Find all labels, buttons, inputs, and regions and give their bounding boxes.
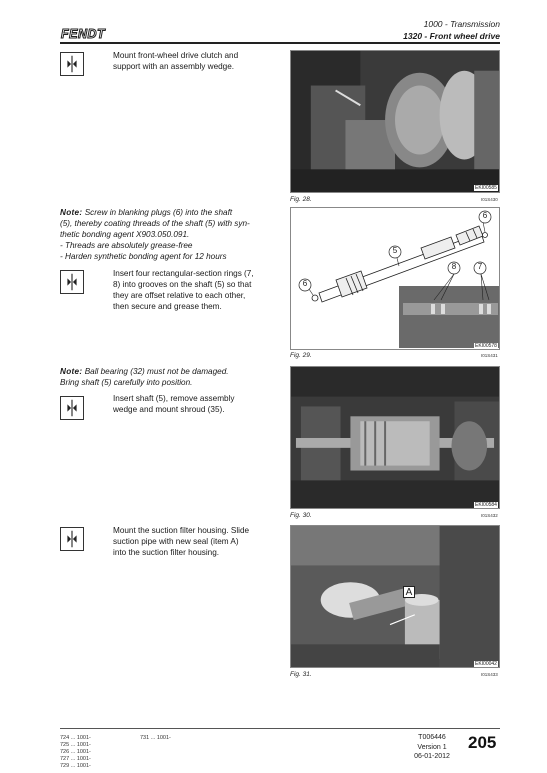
fig-29-ref: I01S431 [481, 353, 498, 358]
model-list-2: 731 ... 1001- [140, 735, 171, 741]
callout-a: A [403, 586, 415, 598]
callout-5: 5 [392, 246, 398, 255]
doc-info [402, 733, 462, 762]
fig-29-caption: Fig. 29. [290, 352, 312, 359]
callout-7: 7 [477, 262, 483, 271]
doc-version: Version 1 [417, 743, 447, 751]
fig-30-code: EKI00584 [475, 502, 497, 508]
step-1-text: Mount front-wheel drive clutch and support with an assembly wedge. [113, 51, 239, 71]
header-divider [60, 42, 500, 44]
fig-30-ref: I01S432 [481, 513, 498, 518]
page-number: 205 [468, 733, 497, 752]
note-1: Note: Screw in blanking plugs (6) into the shaft (5), thereby coating threads of the shaft (5) with syn- thetic bonding agent X903.050.091. - Threads are absolutely grease-free - Harden synthetic bonding agent for 12 hours [60, 208, 250, 261]
fig-31-caption: Fig. 31. [290, 671, 312, 678]
section-title: 1320 - Front wheel drive [403, 31, 500, 41]
chapter-title: 1000 - Transmission [423, 19, 500, 29]
step-icon [60, 52, 84, 76]
note-2: Note: Ball bearing (32) must not be damaged. Bring shaft (5) carefully into position. [60, 367, 229, 387]
step-3-text: Insert shaft (5), remove assembly wedge and mount shroud (35). [113, 394, 235, 414]
callout-6-left: 6 [302, 279, 308, 288]
doc-date: 06-01-2012 [414, 753, 450, 760]
fig-31-photo [290, 525, 500, 668]
fig-28-photo [290, 50, 500, 193]
fig-31-code: EKI00042 [475, 661, 497, 667]
model-list-1: 724 ... 1001- 725 ... 1001- 726 ... 1001- 727 ... 1001- 729 ... 1001- [60, 735, 91, 769]
step-icon [60, 396, 84, 420]
fig-28-code: EKI00585 [475, 185, 497, 191]
fig-30-caption: Fig. 30. [290, 512, 312, 519]
fig-28-caption: Fig. 28. [290, 196, 312, 203]
footer-divider [60, 728, 500, 729]
doc-number: T006446 [418, 734, 446, 741]
fig-29-drawing [290, 207, 500, 350]
callout-6-top: 6 [482, 211, 488, 220]
step-icon [60, 270, 84, 294]
step-4-text: Mount the suction filter housing. Slide suction pipe with new seal (item A) into the suction filter housing. [113, 526, 250, 557]
fendt-logo [60, 27, 114, 40]
svg-text:FENDT: FENDT [61, 27, 106, 40]
fig-29-code: EKI00578 [475, 343, 497, 349]
fig-30-photo [290, 366, 500, 509]
step-2-text: Insert four rectangular-section rings (7, 8) into grooves on the shaft (5) so that they are offset relative to each other, then secure and grease them. [113, 269, 254, 311]
fig-28-ref: I01S430 [481, 197, 498, 202]
callout-8: 8 [451, 262, 457, 271]
step-icon [60, 527, 84, 551]
fig-31-ref: I01S433 [481, 672, 498, 677]
